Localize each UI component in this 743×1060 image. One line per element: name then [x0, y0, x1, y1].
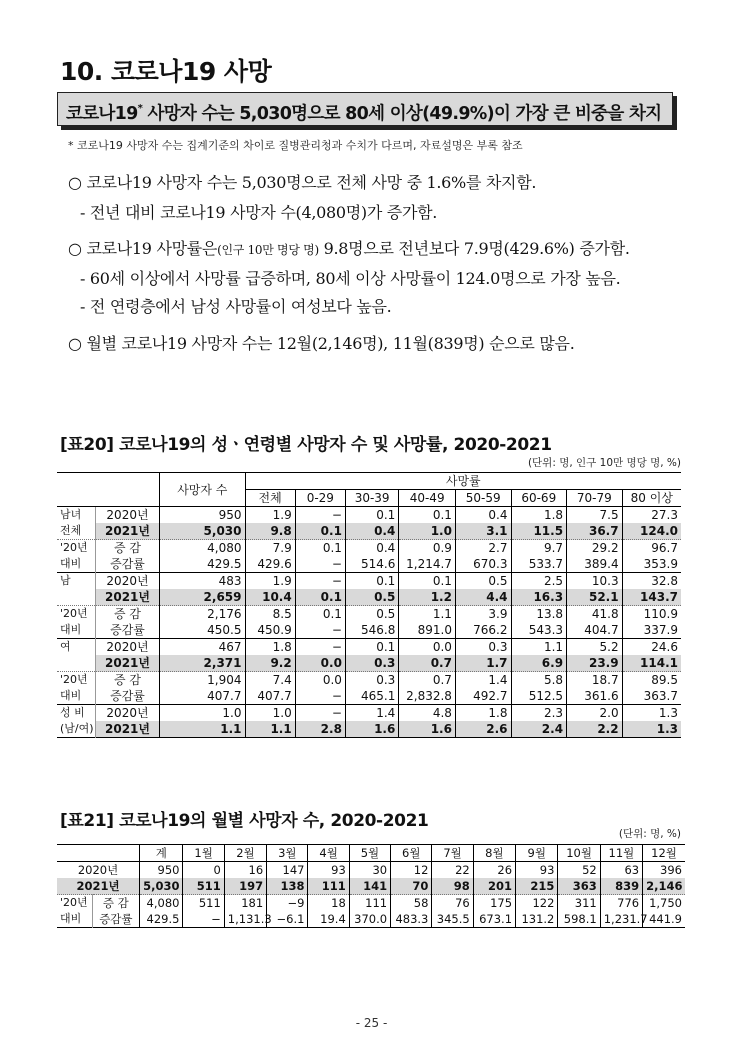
table20-age-header: 50-59 [455, 490, 511, 507]
table-cell: 10.3 [567, 573, 623, 590]
table-cell: 1.9 [245, 573, 295, 590]
table20-age-header: 40-49 [399, 490, 456, 507]
table-cell: 143.7 [622, 589, 681, 606]
table-cell: 0.1 [345, 507, 398, 524]
table20-header-deaths: 사망자 수 [160, 473, 245, 507]
table-cell: 396 [643, 862, 685, 879]
table-row [57, 688, 681, 705]
row-label: 증감률 [95, 688, 159, 705]
table-cell: 363 [558, 878, 600, 895]
table-cell: 41.8 [567, 606, 623, 623]
table-cell: 492.7 [455, 688, 511, 705]
table-cell: 450.9 [245, 622, 295, 639]
row-label: 증 감 [95, 606, 159, 623]
table-cell: 5.2 [567, 639, 623, 656]
table-cell: 404.7 [567, 622, 623, 639]
bullet-2-note: (인구 10만 명당 명) [217, 243, 319, 257]
row-group-label: 대비 [60, 689, 82, 702]
row-group-label: 대비 [60, 912, 82, 925]
table-cell: 1.4 [345, 705, 398, 722]
table-cell: 114.1 [622, 655, 681, 672]
table-cell: 1,131.3 [224, 911, 266, 928]
table-cell: − [295, 639, 345, 656]
table21-month-header: 계 [140, 845, 183, 862]
bullet-1a: - 전년 대비 코로나19 사망자 수(4,080명)가 증가함. [80, 203, 438, 222]
table-cell: 441.9 [643, 911, 685, 928]
row-group-label: 전체 [60, 524, 82, 537]
table-cell: 0.3 [455, 639, 511, 656]
table-cell: 2,659 [160, 589, 245, 606]
page-number: - 25 - [355, 1016, 388, 1030]
summary-text-post: 사망자 수는 5,030명으로 80세 이상(49.9%)이 가장 큰 비중을 차지 [142, 104, 662, 124]
table-cell: 63 [600, 862, 642, 879]
table-cell: 2.6 [455, 721, 511, 738]
table-cell: 465.1 [345, 688, 398, 705]
table-row [57, 540, 681, 557]
table-cell: − [295, 573, 345, 590]
table21-month-header: 4월 [308, 845, 349, 862]
table-cell: 2,176 [160, 606, 245, 623]
table-cell: 175 [473, 895, 515, 912]
table-row [57, 911, 685, 928]
table21-month-header: 7월 [432, 845, 473, 862]
row-label: 증감률 [95, 622, 159, 639]
table-cell: − [295, 705, 345, 722]
table-cell: 1.8 [511, 507, 567, 524]
table21 [57, 844, 685, 928]
table-cell: 2,371 [160, 655, 245, 672]
table-cell: 1.6 [399, 721, 456, 738]
table-cell: 0.1 [295, 540, 345, 557]
table-cell: 5,030 [160, 523, 245, 540]
table-cell: 0.1 [399, 573, 456, 590]
table-cell: 0.1 [295, 606, 345, 623]
table-cell: 0.7 [399, 655, 456, 672]
table-cell: 2.2 [567, 721, 623, 738]
table-cell: − [183, 911, 224, 928]
table-cell: 32.8 [622, 573, 681, 590]
row-label: 2021년 [95, 523, 159, 540]
table-cell: 0.0 [295, 655, 345, 672]
table-cell: 533.7 [511, 556, 567, 573]
table21-month-header: 8월 [473, 845, 515, 862]
table21-month-header: 6월 [391, 845, 432, 862]
table-cell: 16 [224, 862, 266, 879]
row-label: 2021년 [95, 721, 159, 738]
table-cell: 353.9 [622, 556, 681, 573]
table-cell: 361.6 [567, 688, 623, 705]
table-cell: 950 [140, 862, 183, 879]
table-cell: 16.3 [511, 589, 567, 606]
table-cell: 345.5 [432, 911, 473, 928]
table-cell: 0.7 [399, 672, 456, 689]
table-cell: 11.5 [511, 523, 567, 540]
table-cell: 8.5 [245, 606, 295, 623]
table-cell: 111 [349, 895, 390, 912]
table-cell: 1,904 [160, 672, 245, 689]
bullet-1: ○ 코로나19 사망자 수는 5,030명으로 전체 사망 중 1.6%를 차지함. [68, 173, 537, 192]
table-cell: 0.0 [399, 639, 456, 656]
table-cell: 89.5 [622, 672, 681, 689]
row-group-label: '20년 [60, 541, 88, 554]
table-cell: 407.7 [245, 688, 295, 705]
table-cell: 0.4 [345, 523, 398, 540]
table-cell: 7.5 [567, 507, 623, 524]
table20-age-header: 30-39 [345, 490, 398, 507]
row-group-label: 남녀 [60, 508, 82, 521]
table-cell: 12 [391, 862, 432, 879]
table-cell: 0.4 [455, 507, 511, 524]
row-label: 2020년 [95, 705, 159, 722]
table-cell: 0.1 [345, 573, 398, 590]
table20-age-header: 70-79 [567, 490, 623, 507]
table-cell: 891.0 [399, 622, 456, 639]
table-cell: 1.1 [511, 639, 567, 656]
table-row [57, 655, 681, 672]
table-row [57, 705, 681, 722]
table-cell: 512.5 [511, 688, 567, 705]
table-cell: 483.3 [391, 911, 432, 928]
table-row [57, 606, 681, 623]
table-cell: 1.8 [245, 639, 295, 656]
table-cell: 36.7 [567, 523, 623, 540]
table-cell: 26 [473, 862, 515, 879]
table-cell: 7.9 [245, 540, 295, 557]
table-row [57, 862, 685, 879]
table-row [57, 878, 685, 895]
row-group-label: '20년 [60, 896, 88, 909]
table-cell: 1.7 [455, 655, 511, 672]
table-cell: 19.4 [308, 911, 349, 928]
table21-month-header: 5월 [349, 845, 390, 862]
bullet-2-pre: ○ 코로나19 사망률은 [68, 239, 218, 258]
table-cell: 483 [160, 573, 245, 590]
table-cell: 514.6 [345, 556, 398, 573]
table-cell: 467 [160, 639, 245, 656]
table-cell: 776 [600, 895, 642, 912]
table-cell: 337.9 [622, 622, 681, 639]
table-cell: 4,080 [160, 540, 245, 557]
table-cell: 29.2 [567, 540, 623, 557]
table-cell: 0.1 [399, 507, 456, 524]
bullet-3: ○ 월별 코로나19 사망자 수는 12월(2,146명), 11월(839명) 순으로 많음. [68, 334, 575, 353]
table-cell: 450.5 [160, 622, 245, 639]
table-cell: 22 [432, 862, 473, 879]
table-cell: 5,030 [140, 878, 183, 895]
table-cell: 1,214.7 [399, 556, 456, 573]
table-cell: 93 [516, 862, 558, 879]
table-cell: 950 [160, 507, 245, 524]
table-row [57, 523, 681, 540]
table21-month-header: 1월 [183, 845, 224, 862]
table-cell: 4.8 [399, 705, 456, 722]
table-cell: 0.1 [295, 523, 345, 540]
table-cell: 511 [183, 895, 224, 912]
table-cell: 201 [473, 878, 515, 895]
table-cell: 18.7 [567, 672, 623, 689]
table21-month-header: 10월 [558, 845, 600, 862]
table-cell: 138 [267, 878, 308, 895]
table-cell: 18 [308, 895, 349, 912]
table-cell: 543.3 [511, 622, 567, 639]
table-cell: 1.3 [622, 721, 681, 738]
table-cell: 1.9 [245, 507, 295, 524]
table-cell: 110.9 [622, 606, 681, 623]
table-cell: 673.1 [473, 911, 515, 928]
row-group-label [57, 655, 95, 672]
table-cell: 2.3 [511, 705, 567, 722]
row-group-label: '20년 [60, 607, 88, 620]
table-cell: 24.6 [622, 639, 681, 656]
table-row [57, 639, 681, 656]
table-cell: 1.8 [455, 705, 511, 722]
table-row [57, 721, 681, 738]
table-cell: 0.4 [345, 540, 398, 557]
table-cell: 3.9 [455, 606, 511, 623]
table-cell: 2,832.8 [399, 688, 456, 705]
table-cell: 181 [224, 895, 266, 912]
table-cell: − [295, 688, 345, 705]
table-cell: 1.6 [345, 721, 398, 738]
table-cell: 96.7 [622, 540, 681, 557]
table-cell: 7.4 [245, 672, 295, 689]
table-cell: 98 [432, 878, 473, 895]
table-row [57, 895, 685, 912]
table-cell: − [295, 556, 345, 573]
table-cell: 0.1 [295, 589, 345, 606]
row-group-label: '20년 [60, 673, 88, 686]
table-cell: 511 [183, 878, 224, 895]
table-cell: 122 [516, 895, 558, 912]
table-cell: 141 [349, 878, 390, 895]
table-row [57, 622, 681, 639]
row-label: 증 감 [95, 540, 159, 557]
summary-box [57, 92, 673, 126]
row-group-label: 대비 [60, 623, 82, 636]
table-cell: 197 [224, 878, 266, 895]
table20-header-rate: 사망률 [245, 473, 681, 490]
table-cell: 1,231.7 [600, 911, 642, 928]
bullet-2a: - 60세 이상에서 사망률 급증하며, 80세 이상 사망률이 124.0명으로 가장 높음. [80, 269, 621, 288]
bullet-2b: - 전 연령층에서 남성 사망률이 여성보다 높음. [80, 297, 392, 316]
table-cell: 1.0 [245, 705, 295, 722]
table21-month-header: 11월 [600, 845, 642, 862]
table-cell: 598.1 [558, 911, 600, 928]
table-row [57, 556, 681, 573]
table20-age-header: 0-29 [295, 490, 345, 507]
row-group-label: 남 [60, 574, 71, 587]
table-cell: 407.7 [160, 688, 245, 705]
row-group-label: 성 비 [60, 706, 85, 719]
row-label: 2021년 [57, 878, 140, 895]
table-cell: 370.0 [349, 911, 390, 928]
table-cell: 429.6 [245, 556, 295, 573]
row-label: 2020년 [95, 639, 159, 656]
table20-age-header: 60-69 [511, 490, 567, 507]
summary-text-pre: 코로나19 [66, 104, 138, 124]
summary-asterisk: * [137, 103, 143, 114]
table-cell: 766.2 [455, 622, 511, 639]
row-label: 증 감 [92, 895, 140, 912]
table20 [57, 472, 681, 738]
row-label: 2020년 [95, 507, 159, 524]
table21-month-header: 9월 [516, 845, 558, 862]
row-label: 2020년 [77, 863, 119, 877]
table-cell: 52 [558, 862, 600, 879]
table-cell: 0 [183, 862, 224, 879]
table-cell: 839 [600, 878, 642, 895]
table-row [57, 507, 681, 524]
table-cell: − [295, 507, 345, 524]
row-label: 증 감 [95, 672, 159, 689]
table-cell: 13.8 [511, 606, 567, 623]
table20-age-header: 전체 [245, 490, 295, 507]
table-cell: 27.3 [622, 507, 681, 524]
table-cell: 0.0 [295, 672, 345, 689]
table-cell: 546.8 [345, 622, 398, 639]
table-cell: 2.0 [567, 705, 623, 722]
row-label: 2020년 [95, 573, 159, 590]
row-group-label: (남/여) [60, 722, 94, 735]
table-cell: 1.3 [622, 705, 681, 722]
table-cell: 147 [267, 862, 308, 879]
table-cell: 0.1 [345, 639, 398, 656]
table-cell: 1.1 [399, 606, 456, 623]
table-cell: 6.9 [511, 655, 567, 672]
table-cell: 124.0 [622, 523, 681, 540]
table-cell: 311 [558, 895, 600, 912]
table21-month-header: 12월 [643, 845, 685, 862]
table-cell: 1.0 [160, 705, 245, 722]
table-cell: 131.2 [516, 911, 558, 928]
table-cell: 9.7 [511, 540, 567, 557]
table-cell: 30 [349, 862, 390, 879]
table-cell: 363.7 [622, 688, 681, 705]
table-cell: − [295, 622, 345, 639]
table20-age-header: 80 이상 [622, 490, 681, 507]
table-cell: 1.4 [455, 672, 511, 689]
table-cell: 0.3 [345, 672, 398, 689]
table-cell: 2.5 [511, 573, 567, 590]
table-cell: 1.0 [399, 523, 456, 540]
bullet-2-post: 9.8명으로 전년보다 7.9명(429.6%) 증가함. [318, 239, 630, 258]
table-cell: 0.5 [345, 589, 398, 606]
table-cell: 4,080 [140, 895, 183, 912]
table-cell: 70 [391, 878, 432, 895]
table-cell: −6.1 [267, 911, 308, 928]
row-group-label: 대비 [60, 557, 82, 570]
table-cell: 0.5 [345, 606, 398, 623]
table-cell: 3.1 [455, 523, 511, 540]
section-title: 10. 코로나19 사망 [60, 57, 272, 86]
table-cell: 0.3 [345, 655, 398, 672]
row-label: 2021년 [95, 655, 159, 672]
row-group-label [57, 589, 95, 606]
table-cell: 0.9 [399, 540, 456, 557]
bullet-2 [68, 236, 630, 259]
table-cell: 23.9 [567, 655, 623, 672]
table21-month-header: 2월 [224, 845, 266, 862]
footnote: * 코로나19 사망자 수는 집계기준의 차이로 질병관리청과 수치가 다르며, 자료설명은 부록 참조 [68, 139, 523, 152]
table-cell: 1.1 [160, 721, 245, 738]
table-cell: 5.8 [511, 672, 567, 689]
table-cell: 1,750 [643, 895, 685, 912]
table-cell: 9.2 [245, 655, 295, 672]
table20-unit: (단위: 명, 인구 10만 명당 명, %) [527, 457, 681, 469]
table-cell: 58 [391, 895, 432, 912]
table-cell: 2.7 [455, 540, 511, 557]
table21-unit: (단위: 명, %) [618, 828, 681, 840]
table-cell: 9.8 [245, 523, 295, 540]
row-label: 증감률 [95, 556, 159, 573]
row-label: 2021년 [95, 589, 159, 606]
table-cell: 0.5 [455, 573, 511, 590]
table-cell: 1.1 [245, 721, 295, 738]
table-cell: 215 [516, 878, 558, 895]
table21-month-header: 3월 [267, 845, 308, 862]
table-cell: 670.3 [455, 556, 511, 573]
table21-title: [표21] 코로나19의 월별 사망자 수, 2020-2021 [60, 811, 429, 831]
table-cell: 429.5 [140, 911, 183, 928]
table-cell: 2.8 [295, 721, 345, 738]
table-cell: 2,146 [643, 878, 685, 895]
table20-title: [표20] 코로나19의 성ㆍ연령별 사망자 수 및 사망률, 2020-2021 [60, 435, 552, 455]
table-cell: 52.1 [567, 589, 623, 606]
table-cell: 10.4 [245, 589, 295, 606]
table-row [57, 672, 681, 689]
table-cell: 2.4 [511, 721, 567, 738]
table-cell: 429.5 [160, 556, 245, 573]
row-label: 증감률 [92, 911, 140, 928]
table-cell: −9 [267, 895, 308, 912]
table-cell: 93 [308, 862, 349, 879]
table-cell: 389.4 [567, 556, 623, 573]
table-cell: 1.2 [399, 589, 456, 606]
table-row [57, 589, 681, 606]
table-cell: 4.4 [455, 589, 511, 606]
table-cell: 76 [432, 895, 473, 912]
table-cell: 111 [308, 878, 349, 895]
row-group-label: 여 [60, 640, 71, 653]
table-row [57, 573, 681, 590]
